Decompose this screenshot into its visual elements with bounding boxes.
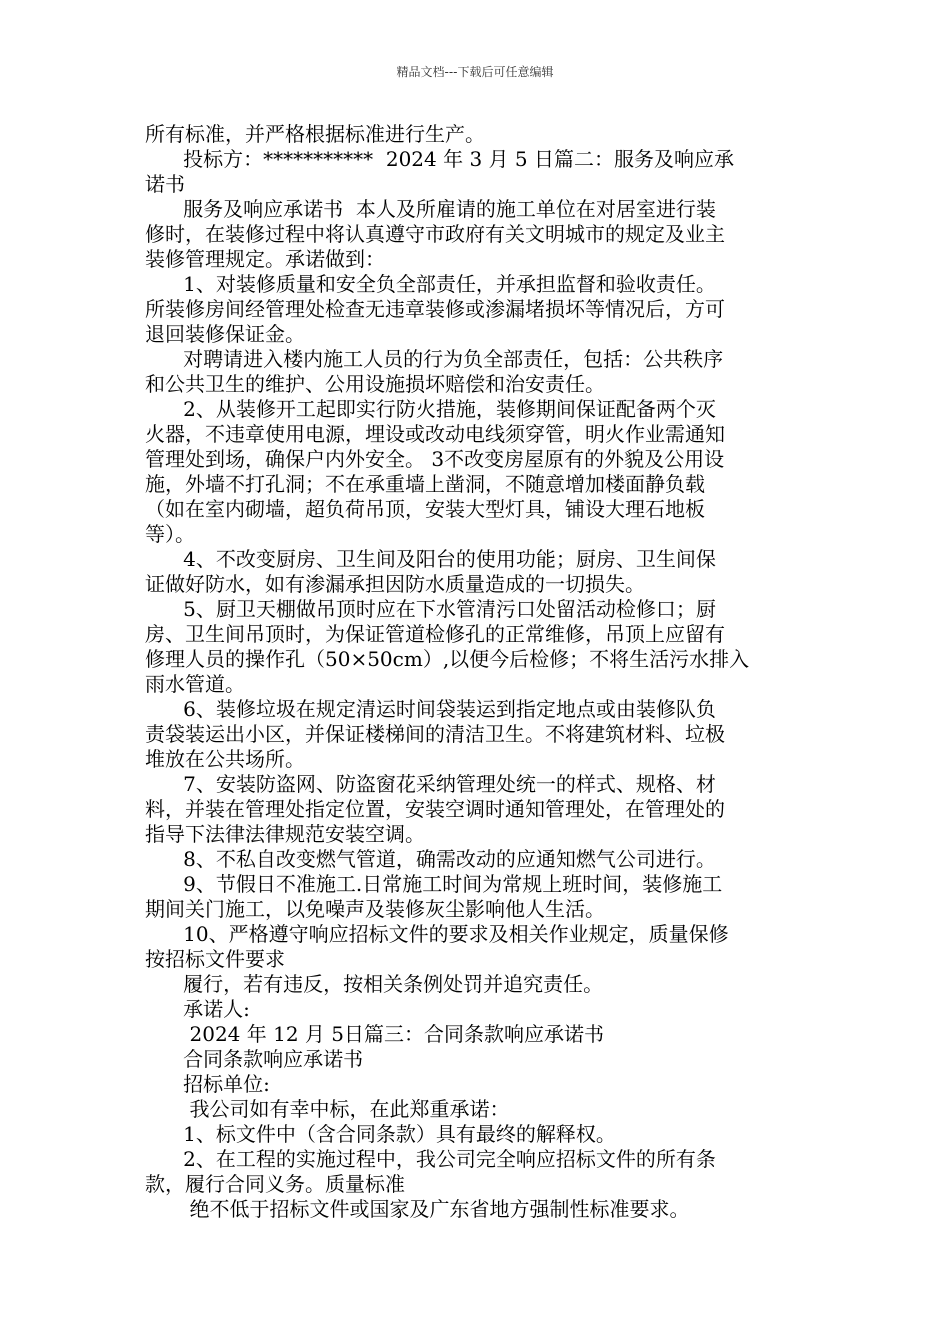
text-line: 所装修房间经管理处检查无违章装修或渗漏堵损坏等情况后，方可	[145, 297, 725, 321]
text-line: 承诺人:	[145, 997, 250, 1021]
text-line: 施，外墙不打孔洞；不在承重墙上凿洞，不随意增加楼面静负载	[145, 472, 705, 496]
text-line: 1、对装修质量和安全负全部责任，并承担监督和验收责任。	[145, 272, 716, 296]
text-line: 7、安装防盗网、防盗窗花采纳管理处统一的样式、规格、材	[145, 772, 716, 796]
text-line: 和公共卫生的维护、公用设施损坏赔偿和治安责任。	[145, 372, 605, 396]
text-line: 等）。	[145, 522, 195, 546]
page-header: 精品文档---下载后可任意编辑	[396, 65, 554, 79]
text-line: 4、不改变厨房、卫生间及阳台的使用功能；厨房、卫生间保	[145, 547, 716, 571]
document-body	[145, 122, 805, 1222]
text-line: 雨水管道。	[145, 672, 245, 696]
text-line: 合同条款响应承诺书	[145, 1047, 364, 1071]
text-line: 2、在工程的实施过程中，我公司完全响应招标文件的所有条	[145, 1147, 716, 1171]
text-line: 8、不私自改变燃气管道，确需改动的应通知燃气公司进行。	[145, 847, 716, 871]
text-line: 修时，在装修过程中将认真遵守市政府有关文明城市的规定及业主	[145, 222, 725, 246]
text-line: 指导下法律法律规范安装空调。	[145, 822, 425, 846]
text-line: 修理人员的操作孔（50×50cm）,以便今后检修；不将生活污水排入	[145, 647, 750, 671]
text-line: 装修管理规定。承诺做到：	[145, 247, 385, 271]
text-line: 服务及响应承诺书 本人及所雇请的施工单位在对居室进行装	[145, 197, 716, 221]
text-line: 我公司如有幸中标，在此郑重承诺：	[145, 1097, 510, 1121]
text-line: 按招标文件要求	[145, 947, 285, 971]
text-line: 堆放在公共场所。	[145, 747, 305, 771]
text-line: 10、严格遵守响应招标文件的要求及相关作业规定，质量保修	[145, 922, 729, 946]
text-line: 火器，不违章使用电源，埋设或改动电线须穿管，明火作业需通知	[145, 422, 725, 446]
text-line: 1、标文件中（含合同条款）具有最终的解释权。	[145, 1122, 616, 1146]
text-line: 绝不低于招标文件或国家及广东省地方强制性标准要求。	[145, 1197, 690, 1221]
text-line: 证做好防水，如有渗漏承担因防水质量造成的一切损失。	[145, 572, 645, 596]
text-line: 6、装修垃圾在规定清运时间袋装运到指定地点或由装修队负	[145, 697, 716, 721]
text-line: 退回装修保证金。	[145, 322, 305, 346]
text-line: 款，履行合同义务。质量标准	[145, 1172, 405, 1196]
text-line: 招标单位:	[145, 1072, 270, 1096]
text-line: （如在室内砌墙，超负荷吊顶，安装大型灯具，铺设大理石地板	[145, 497, 705, 521]
text-line: 履行，若有违反，按相关条例处罚并追究责任。	[145, 972, 604, 996]
text-line: 投标方：*********** 2024 年 3 月 5 日篇二：服务及响应承	[145, 147, 734, 171]
text-line: 9、节假日不准施工.日常施工时间为常规上班时间，装修施工	[145, 872, 723, 896]
text-line: 对聘请进入楼内施工人员的行为负全部责任，包括：公共秩序	[145, 347, 724, 371]
text-line: 2024 年 12 月 5日篇三：合同条款响应承诺书	[145, 1022, 605, 1046]
text-line: 诺书	[145, 172, 185, 196]
text-line: 2、从装修开工起即实行防火措施，装修期间保证配备两个灭	[145, 397, 716, 421]
text-line: 料，并装在管理处指定位置，安装空调时通知管理处，在管理处的	[145, 797, 725, 821]
text-line: 责袋装运出小区，并保证楼梯间的清洁卫生。不将建筑材料、垃极	[145, 722, 725, 746]
text-line: 所有标准，并严格根据标准进行生产。	[145, 122, 485, 146]
text-line: 房、卫生间吊顶时，为保证管道检修孔的正常维修，吊顶上应留有	[145, 622, 725, 646]
text-line: 5、厨卫天棚做吊顶时应在下水管清污口处留活动检修口；厨	[145, 597, 716, 621]
text-line: 管理处到场，确保户内外安全。 3不改变房屋原有的外貌及公用设	[145, 447, 725, 471]
text-line: 期间关门施工，以免噪声及装修灰尘影响他人生活。	[145, 897, 605, 921]
